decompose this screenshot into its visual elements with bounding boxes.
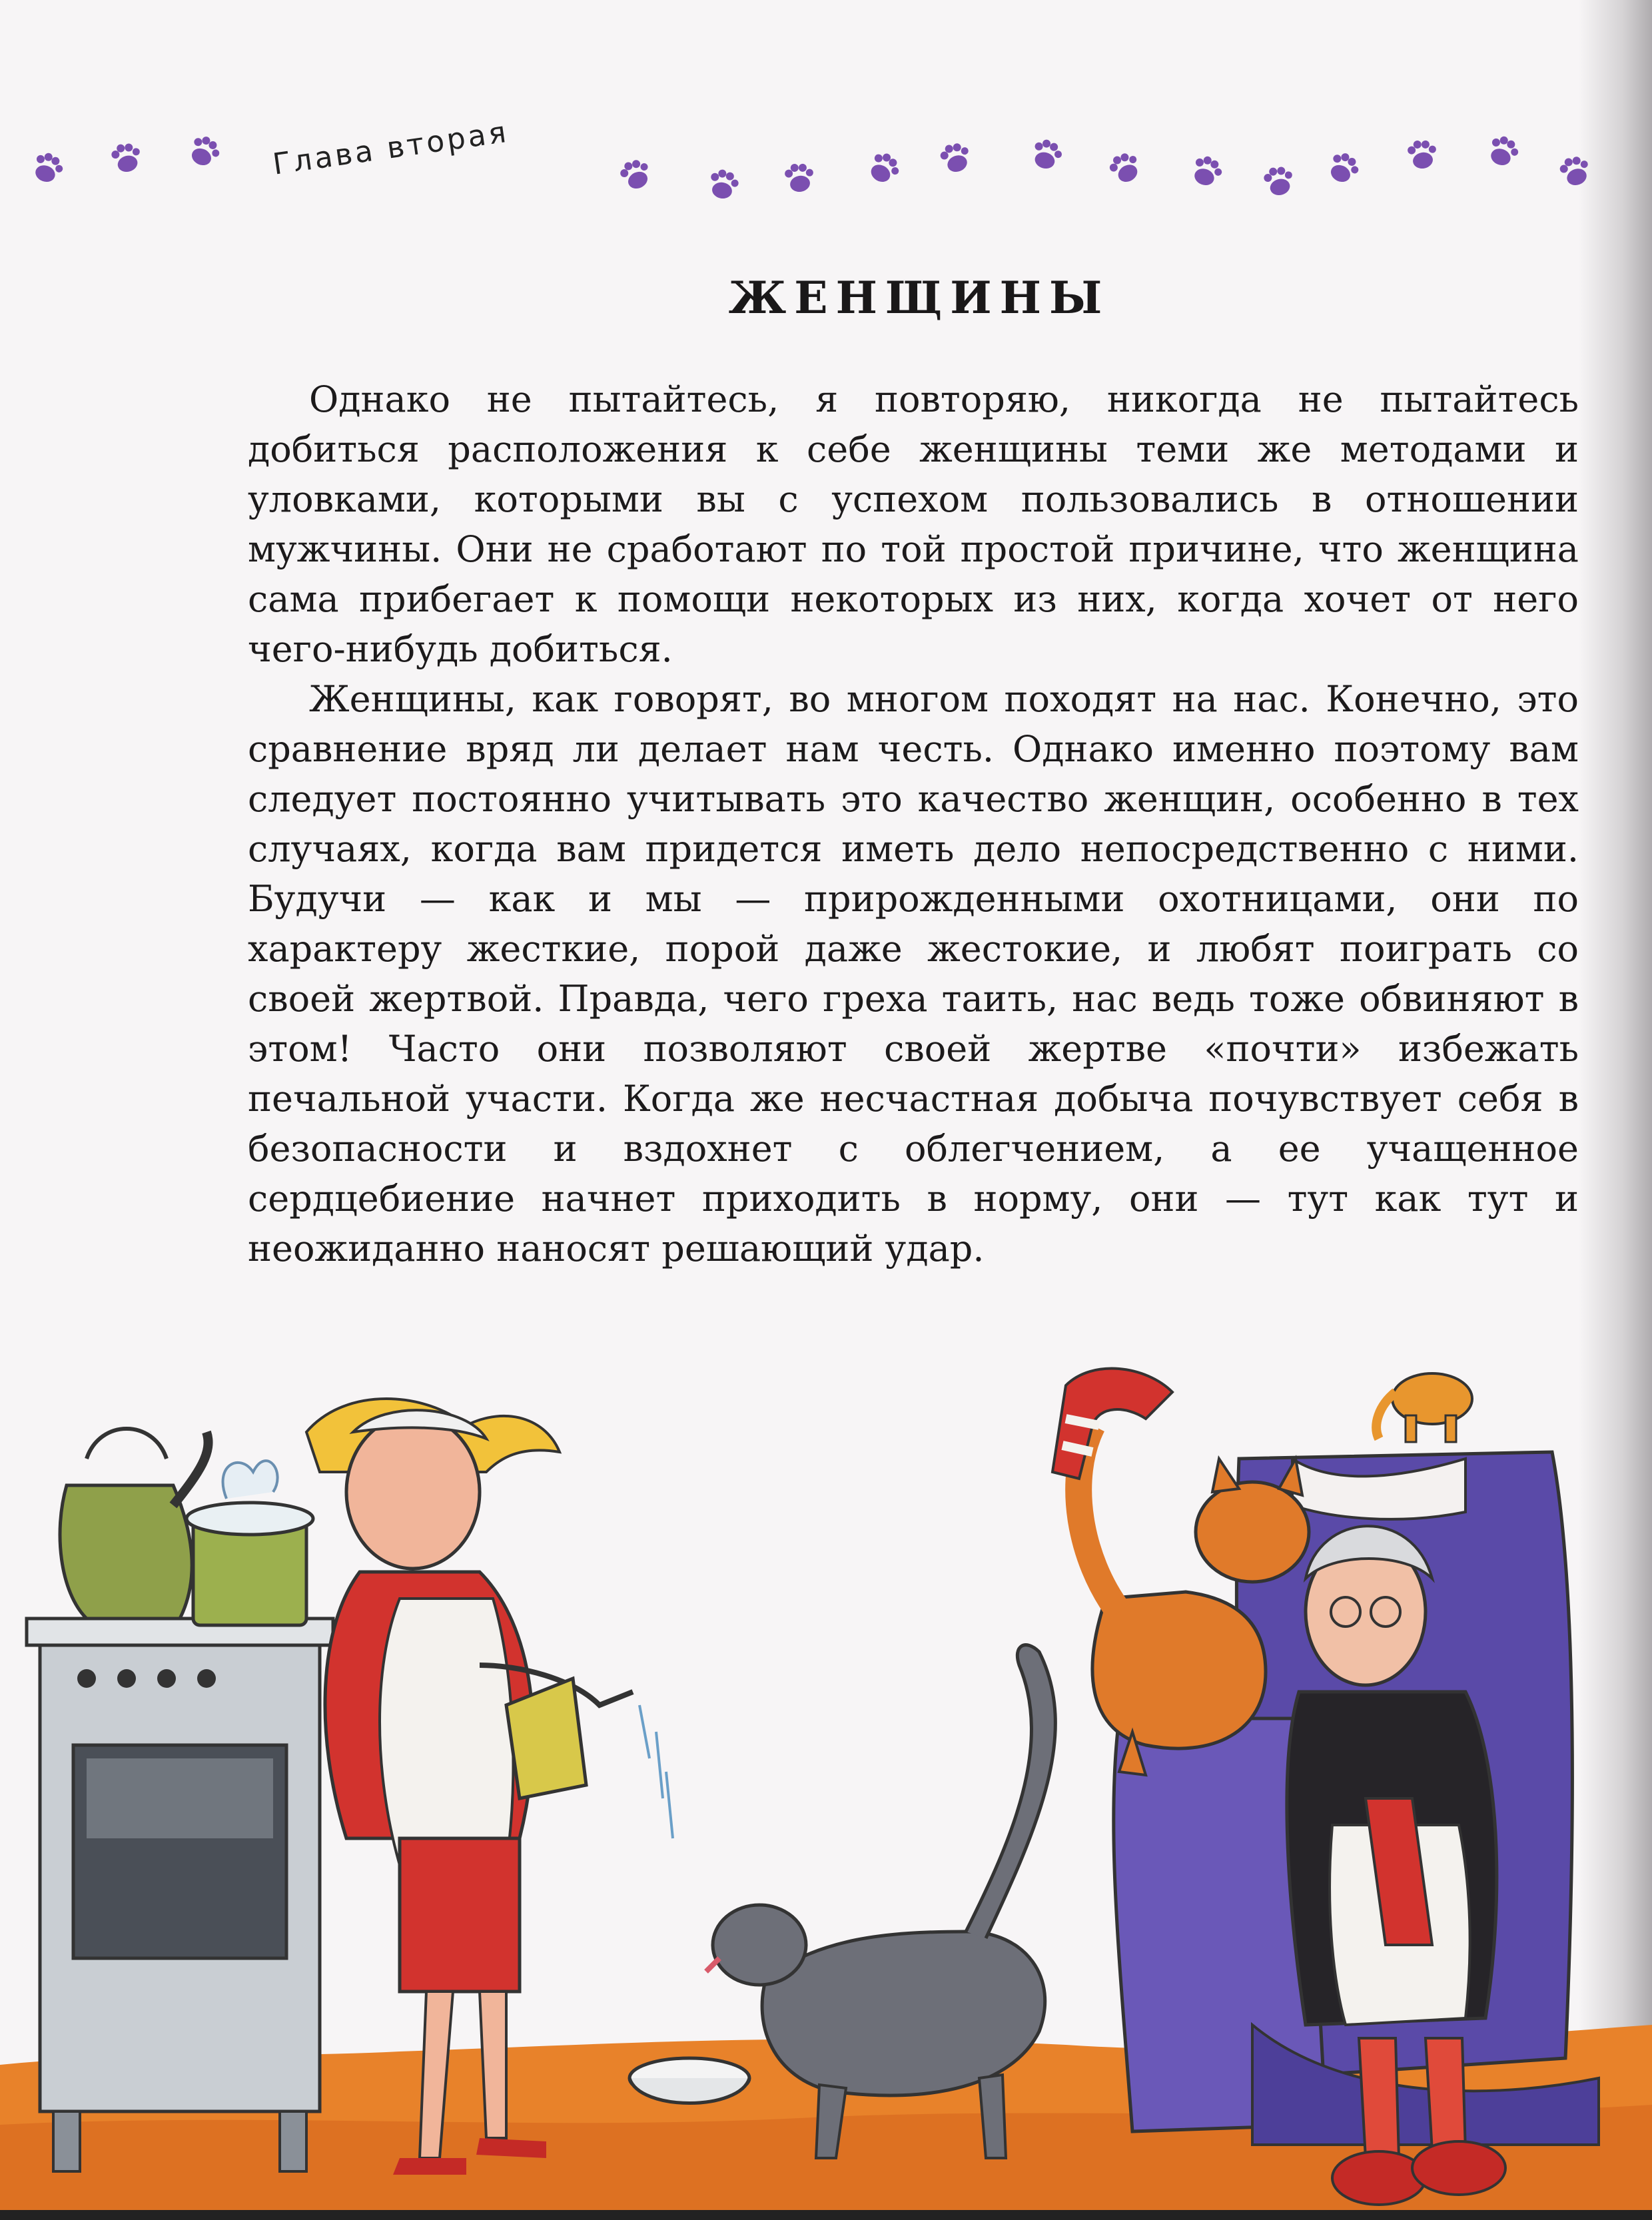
paw-print-icon xyxy=(1485,133,1522,170)
page-bottom-edge xyxy=(0,2210,1652,2220)
striped-sock xyxy=(1052,1369,1172,1479)
paragraph: Женщины, как говорят, во многом походят на нас. Конечно, это сравнение вряд ли делает нам честь. Однако именно поэтому вам следует постоянно учитывать это качество женщин, особенно в тех случаях, когда вам придется иметь дело непосредственно с ними. Будучи — как и мы — прирожденными охотницами, они по характеру жесткие, порой даже жестокие, и любят поиграть со своей жертвой. Правда, чего греха таить, нас ведь тоже обвиняют в этом! Часто они позволяют своей жертве «почти» избежать печальной участи. Когда же несчастная добыча почувствует себя в безопасности и вздохнет с облегчением, а ее учащенное сердцебиение начнет приходить в норму, они — тут как тут и неожиданно наносят решающий удар. xyxy=(248,678,1579,1270)
chapter-title: ЖЕНЩИНЫ xyxy=(728,272,1110,324)
paw-print-icon xyxy=(1325,149,1363,187)
paw-print-icon xyxy=(1189,153,1226,190)
paw-print-icon xyxy=(1030,137,1064,173)
paw-print-icon xyxy=(1262,163,1296,198)
toy-elephant xyxy=(1376,1373,1472,1442)
body-text xyxy=(248,374,1579,1274)
paw-print-icon xyxy=(1406,137,1439,171)
paw-print-icon xyxy=(30,150,67,186)
paw-prints xyxy=(0,113,1652,246)
paw-print-icon xyxy=(938,139,975,176)
paw-print-band xyxy=(0,113,1652,246)
paw-print-icon xyxy=(865,149,904,187)
milk-bowl xyxy=(629,2058,749,2103)
paw-print-icon xyxy=(707,168,740,201)
paw-print-icon xyxy=(1557,153,1594,189)
paragraph: Однако не пытайтесь, я повторяю, никогда не пытайтесь добиться расположения к себе женщины теми же методами и уловками, которыми вы с успехом пользовались в отношении мужчины. Они не сработают по той простой причине, что женщина сама прибегает к помощи некоторых из них, когда хочет от него чего-нибудь добиться. xyxy=(248,378,1579,670)
paw-print-icon xyxy=(783,161,816,194)
paw-print-icon xyxy=(1106,148,1144,186)
kitchen-illustration xyxy=(0,1359,1652,2220)
paw-print-icon xyxy=(109,140,144,175)
stove xyxy=(27,1619,333,2171)
paw-print-icon xyxy=(186,133,224,171)
kettle xyxy=(60,1429,208,1619)
pot xyxy=(187,1461,313,1625)
chapter-label: Глава вторая xyxy=(270,115,511,182)
illustration-art xyxy=(0,1359,1652,2220)
paw-print-icon xyxy=(617,155,655,193)
